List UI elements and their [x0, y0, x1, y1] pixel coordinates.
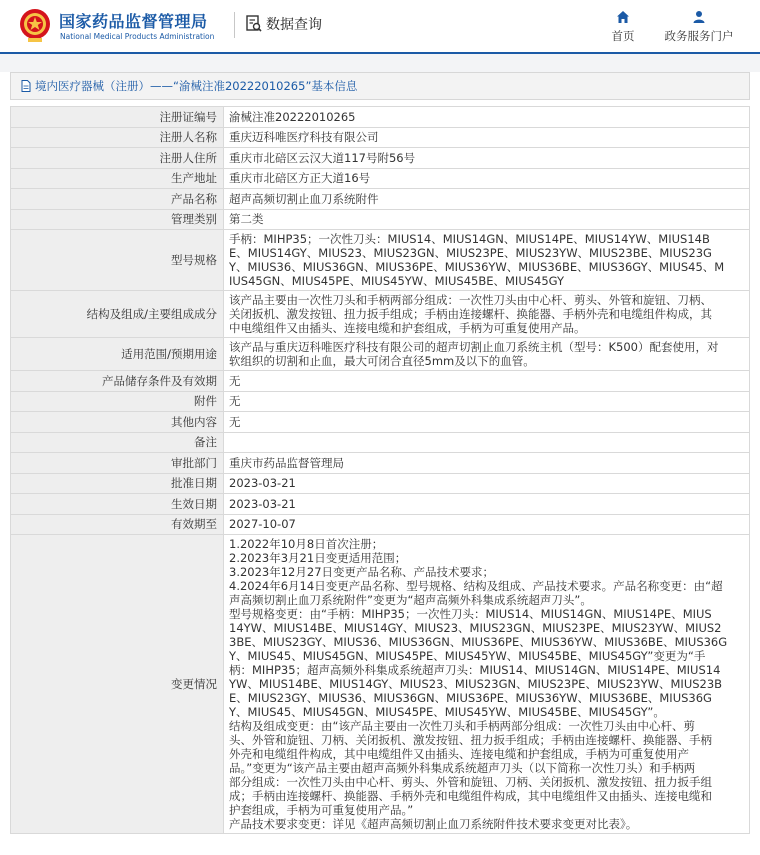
- value-line: 外壳和电缆组件构成，其中电缆组件又由插头、连接电缆和护套组成，手柄为可重复使用产: [229, 747, 689, 761]
- table-row: [11, 168, 750, 189]
- value-line: YW、MIUS14BE、MIUS14GY、MIUS23、MIUS23GN、MIUS23PE、MIUS23YW、MIUS23B: [229, 677, 723, 691]
- nav-home-label: 首页: [611, 29, 635, 43]
- value-line: 软组织的切割和止血，最大可闭合直径5mm及以下的血管。: [229, 354, 535, 368]
- header-divider: [234, 12, 235, 38]
- table-row: [11, 127, 750, 148]
- field-value: 渝械注准20222010265: [224, 107, 750, 128]
- value-line: 该产品主要由一次性刀头和手柄两部分组成：一次性刀头由中心杆、剪头、外管和旋钮、刀柄、: [229, 293, 712, 307]
- field-value: 重庆市药品监督管理局: [224, 453, 750, 474]
- field-value: 无: [224, 371, 750, 392]
- field-label: 变更情况: [11, 535, 224, 834]
- field-label: 备注: [11, 432, 224, 453]
- table-row: [11, 514, 750, 535]
- data-query-label: 数据查询: [266, 17, 322, 33]
- site-name-en: National Medical Products Administration: [60, 32, 215, 41]
- table-row: [11, 338, 750, 371]
- field-value: [224, 535, 750, 834]
- field-value: [224, 338, 750, 371]
- value-line: E、MIUS23GY、MIUS36、MIUS36GN、MIUS36PE、MIUS36YW、MIUS36BE、MIUS36G: [229, 691, 712, 705]
- value-line: 手柄：MIHP35；一次性刀头：MIUS14、MIUS14GN、MIUS14PE、MIUS14YW、MIUS14B: [229, 232, 710, 246]
- field-label: 适用范围/预期用途: [11, 338, 224, 371]
- site-header: [0, 0, 760, 54]
- field-value: 超声高频切割止血刀系统附件: [224, 189, 750, 210]
- field-value: 2023-03-21: [224, 473, 750, 494]
- value-line: 1.2022年10月8日首次注册；: [229, 537, 384, 551]
- value-line: 品。”变更为“该产品主要由超声高频外科集成系统超声刀头（以下简称一次性刀头）和手柄两: [229, 761, 696, 775]
- field-value: 重庆市北碚区方正大道16号: [224, 168, 750, 189]
- field-label: 注册人名称: [11, 127, 224, 148]
- field-label: 有效期至: [11, 514, 224, 535]
- field-value: 重庆市北碚区云汉大道117号附56号: [224, 148, 750, 169]
- field-value: 无: [224, 391, 750, 412]
- table-row: [11, 453, 750, 474]
- nav-home[interactable]: [583, 10, 663, 44]
- document-icon: [21, 80, 31, 92]
- page-gap: [0, 54, 760, 72]
- header-underline: [0, 52, 760, 54]
- value-line: Y、MIUS36、MIUS36GN、MIUS36PE、MIUS36YW、MIUS36BE、MIUS36GY、MIUS45、M: [229, 260, 725, 274]
- field-value: 第二类: [224, 209, 750, 230]
- field-label: 批准日期: [11, 473, 224, 494]
- national-emblem-icon: [18, 7, 52, 43]
- field-label: 附件: [11, 391, 224, 412]
- field-label: 其他内容: [11, 412, 224, 433]
- field-label: 结构及组成/主要组成成分: [11, 291, 224, 338]
- field-value: 无: [224, 412, 750, 433]
- value-line: 该产品与重庆迈科唯医疗科技有限公司的超声切割止血刀系统主机（型号：K500）配套使用，对: [229, 340, 719, 354]
- table-row: [11, 412, 750, 433]
- home-icon: [616, 10, 630, 24]
- field-value: [224, 230, 750, 291]
- table-row: [11, 473, 750, 494]
- value-line: 2.2023年3月21日变更适用范围；: [229, 551, 407, 565]
- value-line: IUS45GN、MIUS45PE、MIUS45YW、MIUS45BE、MIUS45GY: [229, 274, 565, 288]
- field-value: 重庆迈科唯医疗科技有限公司: [224, 127, 750, 148]
- field-value: [224, 291, 750, 338]
- breadcrumb-text: 境内医疗器械（注册）——“渝械注准20222010265”基本信息: [35, 79, 358, 93]
- field-value: 2023-03-21: [224, 494, 750, 515]
- value-line: Y、MIUS45、MIUS45GN、MIUS45PE、MIUS45YW、MIUS45BE、MIUS45GY”变更为“手: [229, 649, 706, 663]
- table-row: [11, 535, 750, 834]
- table-row: [11, 107, 750, 128]
- value-line: 4.2024年6月14日变更产品名称、型号规格、结构及组成、产品技术要求。产品名称变更：由“超: [229, 579, 723, 593]
- field-label: 管理类别: [11, 209, 224, 230]
- field-label: 注册证编号: [11, 107, 224, 128]
- field-label: 产品储存条件及有效期: [11, 371, 224, 392]
- value-line: 柄：MIHP35；超声高频外科集成系统超声刀头：MIUS14、MIUS14GN、MIUS14PE、MIUS14: [229, 663, 721, 677]
- registration-detail-table: [10, 106, 750, 834]
- table-row: [11, 230, 750, 291]
- value-line: E、MIUS14GY、MIUS23、MIUS23GN、MIUS23PE、MIUS23YW、MIUS23BE、MIUS23G: [229, 246, 712, 260]
- value-line: 3BE、MIUS23GY、MIUS36、MIUS36GN、MIUS36PE、MIUS36YW、MIUS36BE、MIUS36G: [229, 635, 728, 649]
- nav-gov-services-label: 政务服务门户: [664, 29, 734, 43]
- value-line: 3.2023年12月27日变更产品名称、产品技术要求；: [229, 565, 495, 579]
- field-label: 型号规格: [11, 230, 224, 291]
- nav-gov-services[interactable]: [659, 10, 739, 44]
- table-row: [11, 494, 750, 515]
- value-line: 14YW、MIUS14BE、MIUS14GY、MIUS23、MIUS23GN、MIUS23PE、MIUS23YW、MIUS2: [229, 621, 722, 635]
- table-row: [11, 189, 750, 210]
- field-label: 产品名称: [11, 189, 224, 210]
- search-document-icon: [246, 15, 262, 33]
- value-line: 声高频切割止血刀系统附件”变更为“超声高频外科集成系统超声刀头”。: [229, 593, 592, 607]
- field-label: 审批部门: [11, 453, 224, 474]
- field-value: [224, 432, 750, 453]
- breadcrumb: [10, 72, 750, 100]
- value-line: 护套组成，手柄为可重复使用产品。”: [229, 803, 414, 817]
- value-line: 中电缆组件又由插头、连接电缆和护套组成，手柄为可重复使用产品。: [229, 321, 586, 335]
- value-line: Y、MIUS45、MIUS45GN、MIUS45PE、MIUS45YW、MIUS45BE、MIUS45GY”。: [229, 705, 665, 719]
- user-icon: [692, 10, 706, 24]
- table-row: [11, 432, 750, 453]
- table-row: [11, 291, 750, 338]
- table-row: [11, 148, 750, 169]
- table-row: [11, 391, 750, 412]
- value-line: 头、外管和旋钮、刀柄、关闭扳机、激发按钮、扭力扳手组成；手柄由连接螺杆、换能器、手柄: [229, 733, 712, 747]
- site-name-cn: 国家药品监督管理局: [59, 12, 208, 31]
- field-label: 生产地址: [11, 168, 224, 189]
- data-query-link[interactable]: [246, 14, 322, 34]
- value-line: 成；手柄由连接螺杆、换能器、手柄外壳和电缆组件构成，其中电缆组件又由插头、连接电缆和: [229, 789, 712, 803]
- table-row: [11, 371, 750, 392]
- value-line: 部分组成：一次性刀头由中心杆、剪头、外管和旋钮、刀柄、关闭扳机、激发按钮、扭力扳手组: [229, 775, 712, 789]
- field-label: 生效日期: [11, 494, 224, 515]
- field-label: 注册人住所: [11, 148, 224, 169]
- field-value: 2027-10-07: [224, 514, 750, 535]
- value-line: 型号规格变更：由“手柄：MIHP35；一次性刀头：MIUS14、MIUS14GN、MIUS14PE、MIUS: [229, 607, 712, 621]
- table-row: [11, 209, 750, 230]
- value-line: 产品技术要求变更：详见《超声高频切割止血刀系统附件技术要求变更对比表》。: [229, 817, 638, 831]
- value-line: 关闭扳机、激发按钮、扭力扳手组成；手柄由连接螺杆、换能器、手柄外壳和电缆组件构成，其: [229, 307, 712, 321]
- value-line: 结构及组成变更：由“该产品主要由一次性刀头和手柄两部分组成：一次性刀头由中心杆、剪: [229, 719, 695, 733]
